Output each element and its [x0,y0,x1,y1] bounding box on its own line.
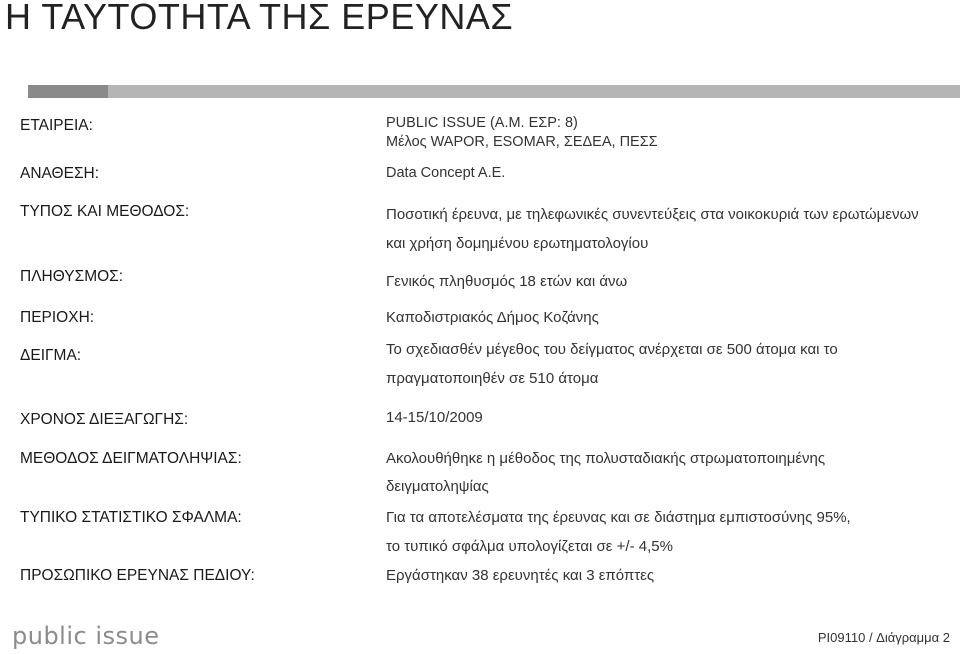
value-sampling-line1: Ακολουθήθηκε η μέθοδος της πολυσταδιακής στρωματοποιημένης [386,450,826,467]
value-company-line1: PUBLIC ISSUE (Α.Μ. ΕΣΡ: 8) [386,115,578,131]
value-area: Καποδιστριακός Δήμος Κοζάνης [386,309,599,326]
value-fieldwork: 14-15/10/2009 [386,409,483,426]
label-sampling: ΜΕΘΟΔΟΣ ΔΕΙΓΜΑΤΟΛΗΨΙΑΣ: [20,450,242,467]
value-client: Data Concept A.E. [386,165,506,181]
label-client: ΑΝΑΘΕΣΗ: [20,165,100,182]
label-staff: ΠΡΟΣΩΠΙΚΟ ΕΡΕΥΝΑΣ ΠΕΔΙΟΥ: [20,567,255,584]
value-error-line1: Για τα αποτελέσματα της έρευνας και σε διάστημα εμπιστοσύνης 95%, [386,509,851,526]
divider-track [108,85,960,98]
label-area: ΠΕΡΙΟΧΗ: [20,309,95,326]
value-sampling-line2: δειγματοληψίας [386,478,489,495]
value-sample-line2: πραγματοποιηθέν σε 510 άτομα [386,370,599,387]
value-type-line1: Ποσοτική έρευνα, με τηλεφωνικές συνεντεύξεις στα νοικοκυριά των ερωτώμενων [386,206,919,223]
label-fieldwork: ΧΡΟΝΟΣ ΔΙΕΞΑΓΩΓΗΣ: [20,411,189,428]
value-sample-line1: Το σχεδιασθέν μέγεθος του δείγματος ανέρχεται σε 500 άτομα και το [386,341,838,358]
label-type: ΤΥΠΟΣ ΚΑΙ ΜΕΘΟΔΟΣ: [20,203,190,220]
divider-accent [28,85,108,98]
public-issue-logo: public issue [12,622,160,650]
label-error: ΤΥΠΙΚΟ ΣΤΑΤΙΣΤΙΚΟ ΣΦΑΛΜΑ: [20,509,242,526]
label-population: ΠΛΗΘΥΣΜΟΣ: [20,268,124,285]
label-sample: ΔΕΙΓΜΑ: [20,347,82,364]
value-error-line2: το τυπικό σφάλμα υπολογίζεται σε +/- 4,5% [386,538,673,555]
value-type-line2: και χρήση δομημένου ερωτηματολογίου [386,235,649,252]
title-divider-bar [28,85,960,98]
label-company: ΕΤΑΙΡΕΙΑ: [20,117,93,134]
value-population: Γενικός πληθυσμός 18 ετών και άνω [386,273,628,290]
value-staff: Εργάστηκαν 38 ερευνητές και 3 επόπτες [386,567,655,584]
slide-title: Η ΤΑΥΤΟΤΗΤΑ ΤΗΣ ΕΡΕΥΝΑΣ [5,0,514,37]
value-company-line2: Μέλος WAPOR, ESOMAR, ΣΕΔΕΑ, ΠΕΣΣ [386,134,658,150]
footer-slide-reference: PI09110 / Διάγραμμα 2 [817,630,950,645]
